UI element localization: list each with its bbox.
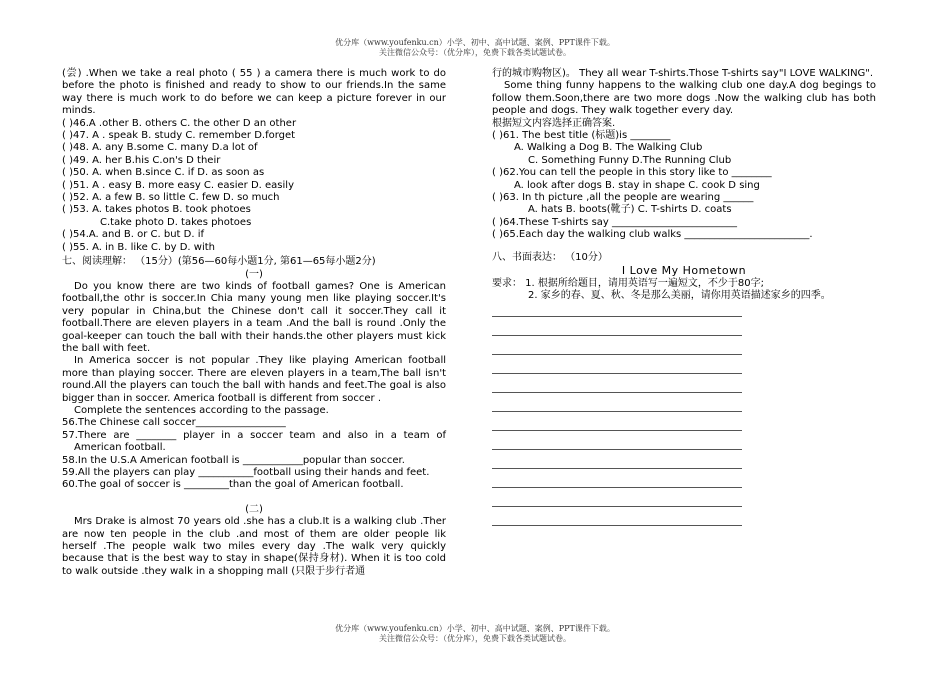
header-line-1: 优分库（www.youfenku.cn）小学、初中、高中试题、案例、PPT课件下载。 (335, 38, 615, 47)
question-65: ( )65.Each day the walking club walks _________________________. (492, 229, 813, 241)
right-column (492, 68, 876, 526)
essay-title: I Love My Hometown (621, 264, 747, 278)
question-61-options: C. Something Funny D.The Running Club (528, 154, 732, 166)
cloze-q54: ( )54.A. and B. or C. but D. if (62, 229, 205, 241)
question-63-options: A. hats B. boots(靴子) C. T-shirts D. coats (528, 204, 732, 216)
writing-section-title: 八、书面表达： （10分） (492, 251, 608, 263)
writing-line[interactable] (492, 336, 742, 355)
question-63: ( )63. In th picture ,all the people are wearing ______ (492, 192, 754, 204)
question-60: 60.The goal of soccer is _________than the goal of American football. (62, 479, 404, 491)
writing-line[interactable] (492, 469, 742, 488)
writing-line[interactable] (492, 304, 742, 317)
passage2-paragraph: Mrs Drake is almost 70 years old .she has a club.It is a walking club .Ther are now ten people in the club .and most of them are older people lik herself .The people walk two miles every day .The walk very quickly because that is the best way to stay in shape(保持身材). When it is too cold to walk outside .they walk in a shopping mall (只限于步行者通 (62, 516, 446, 577)
header-line-2: 关注微信公众号：（优分库），免费下载各类试题试卷。 (379, 48, 571, 57)
question-59: 59.All the players can play ___________football using their hands and feet. (62, 467, 430, 478)
writing-lines (492, 304, 876, 526)
question-56: 56.The Chinese call soccer__________________ (62, 417, 286, 429)
question-62-options: A. look after dogs B. stay in shape C. cook D sing (514, 179, 760, 191)
writing-line[interactable] (492, 507, 742, 526)
passage2-continued: 行的城市购物区)。 They all wear T-shirts.Those T-shirts say"I LOVE WALKING". (492, 68, 874, 79)
footer-line-2: 关注微信公众号：（优分库），免费下载各类试题试卷。 (379, 634, 571, 643)
page-footer (0, 624, 950, 644)
passage1-label: (一) (245, 268, 263, 280)
writing-line[interactable] (492, 317, 742, 336)
question-61-options: A. Walking a Dog B. The Walking Club (514, 142, 703, 154)
cloze-passage-end: (尝) .When we take a real photo ( 55 ) a camera there is much work to do before the photo is finished and ready to show to our friends.In the same way there is much work to do before we can keep a picture forever in our minds. (62, 68, 446, 117)
passage2-label: (二) (245, 503, 263, 515)
cloze-q49: ( )49. A. her B.his C.on's D their (62, 154, 221, 166)
cloze-q47: ( )47. A . speak B. study C. remember D.forget (62, 130, 296, 142)
page-header (0, 38, 950, 58)
passage1-paragraph: Do you know there are two kinds of football games? One is American football,the othr is soccer.In Chia many young men like playing soccer.It's very popular in China,but the Chinese don't call it soccer.They call it football.There are eleven players in a team .And the ball is round .Only the goal-keeper can touch the ball with their hands.the other players must kick the ball with feet. (62, 280, 446, 354)
writing-line[interactable] (492, 412, 742, 431)
passage2-instruction: 根据短文内容选择正确答案. (492, 117, 616, 129)
question-64: ( )64.These T-shirts say _________________________ (492, 216, 738, 228)
question-61: ( )61. The best title (标题)is ________ (492, 130, 671, 142)
cloze-q46: ( )46.A .other B. others C. the other D an other (62, 117, 297, 129)
cloze-q53: ( )53. A. takes photos B. took photoes (62, 204, 251, 216)
writing-line[interactable] (492, 374, 742, 393)
cloze-q55: ( )55. A. in B. like C. by D. with (62, 241, 215, 253)
cloze-q48: ( )48. A. any B.some C. many D.a lot of (62, 142, 258, 154)
cloze-q52: ( )52. A. a few B. so little C. few D. so much (62, 192, 280, 204)
question-58: 58.In the U.S.A American football is ____________popular than soccer. (62, 454, 405, 466)
question-62: ( )62.You can tell the people in this story like to ________ (492, 167, 772, 179)
passage1-instruction: Complete the sentences according to the passage. (74, 404, 329, 416)
writing-line[interactable] (492, 393, 742, 412)
reading-section-title: 七、阅读理解： （15分）(第56—60每小题1分, 第61—65每小题2分) (62, 256, 376, 268)
footer-line-1: 优分库（www.youfenku.cn）小学、初中、高中试题、案例、PPT课件下载。 (335, 624, 615, 633)
writing-line[interactable] (492, 431, 742, 450)
writing-line[interactable] (492, 355, 742, 374)
passage2-paragraph-2: Some thing funny happens to the walking club one day.A dog begings to follow them.Soon,there are two more dogs .Now the walking club has both people and dogs. They walk together every day. (492, 80, 876, 117)
question-57: 57.There are ________ player in a soccer team and also in a team of American football. (62, 429, 446, 454)
writing-line[interactable] (492, 450, 742, 469)
left-column (62, 68, 446, 578)
cloze-q51: ( )51. A . easy B. more easy C. easier D. easily (62, 179, 294, 191)
passage1-paragraph: In America soccer is not popular .They like playing American football more than playing soccer. There are eleven players in a team,The ball isn't round.All the players can touch the ball with hands and feet.The goal is also bigger than in soccer. America football is different from soccer . (62, 355, 446, 404)
writing-requirement-1: 要求： 1. 根据所给题目，请用英语写一遍短文，不少于80字; (492, 277, 764, 289)
cloze-q50: ( )50. A. when B.since C. if D. as soon as (62, 167, 265, 179)
cloze-questions (62, 118, 446, 254)
cloze-q53-options: C.take photo D. takes photoes (100, 216, 252, 228)
writing-requirement-2: 2. 家乡的春、夏、秋、冬是那么美丽，请你用英语描述家乡的四季。 (528, 289, 831, 301)
writing-line[interactable] (492, 488, 742, 507)
